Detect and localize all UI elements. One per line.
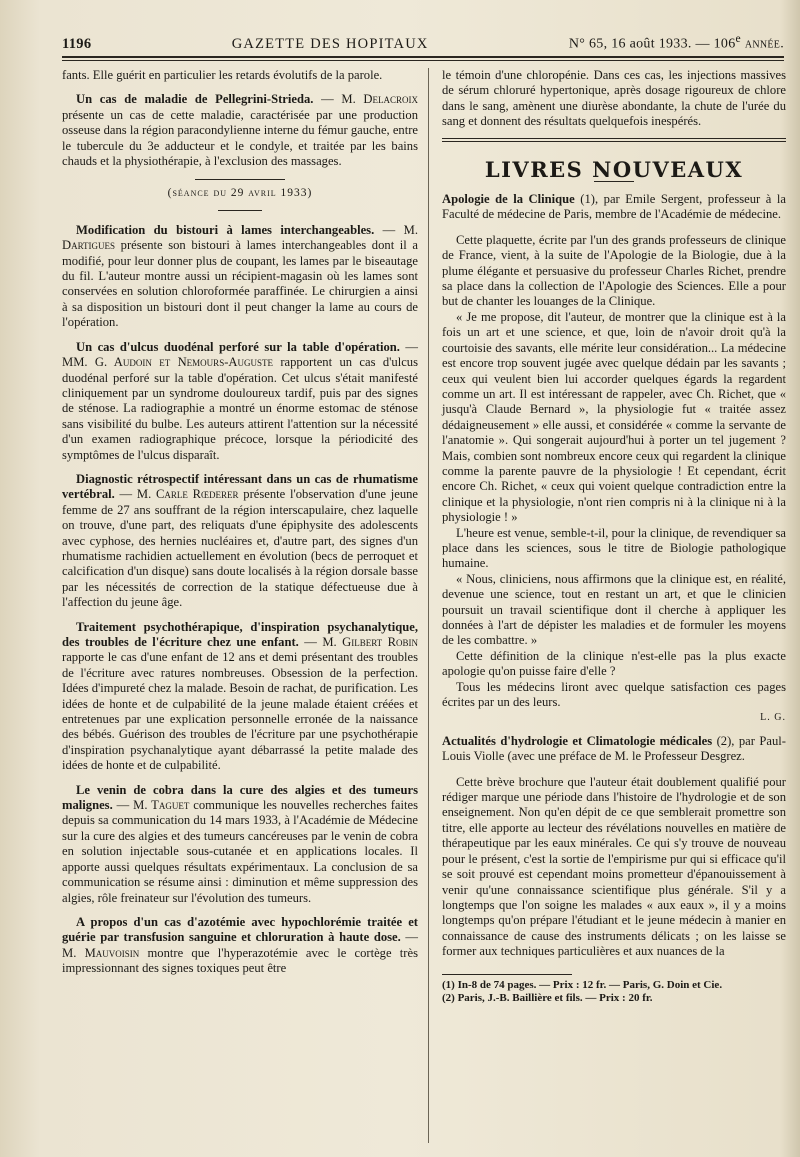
entry-title: Le venin de cobra dans la cure des algies et des tumeurs malignes.: [62, 782, 418, 813]
entry-body: présente l'observation d'une jeune femme de 27 ans souffrant de la région interscapulaire, chez laquelle on trouve, d'une part, des reliquats d'une épiphysite des adolescents avec cyphose, des hernies nucléaires et, d'autre part, des signes d'un rhumatisme rachidien actuellement en évolution (becs de perroquet et calcification d'un disque) sans doute localisés à la région dorsale basse par les nécessités de correction de la statique défectueuse due à l'affection du jeune âge.: [62, 487, 419, 610]
book-affiliation: professeur à la Faculté de médecine de Paris, membre de l'Académie de médecine.: [442, 192, 786, 222]
section-double-rule: [442, 138, 786, 142]
session-date-text: (séance du 29 avril 1933): [167, 187, 313, 200]
entry-author: MM. G. Audoin et Nemours-Auguste: [62, 355, 273, 370]
entry-author: M. Gilbert Robin: [322, 635, 418, 649]
footnote-1: (1) In-8 de 74 pages. — Prix : 12 fr. — Paris, G. Doin et Cie.: [442, 978, 723, 991]
book-title: Actualités d'hydrologie et Climatologie médicales: [442, 733, 713, 748]
book-review-2: [442, 734, 786, 960]
entry-title: Modification du bistouri à lames interchangeables.: [76, 222, 375, 237]
book-title: Apologie de la Clinique: [442, 192, 575, 207]
entry-title: Diagnostic rétrospectif intéressant dans un cas de rhumatisme vertébral.: [62, 471, 418, 502]
header-rule-thin: [62, 60, 784, 61]
column-separator: [428, 68, 429, 1143]
left-column: [62, 68, 418, 977]
review-signature: L. G.: [760, 712, 786, 724]
entry-body: présente son bistouri à lames interchangeables dont il a modifié, pour leur donner plus de coupant, les lames par le biseautage du fil. L'auteur montre aussi un récipient-magasin où les lames sont conservées en solution chloroformée paraffinée. Le chirurgien a ainsi à sa disposition un bistouri dont il peut changer la lame au cours de l'opération.: [62, 238, 418, 330]
entry-author: M. Taguet: [133, 798, 190, 813]
footnote-rule: [442, 974, 572, 975]
book-author: par Emile Sergent,: [603, 192, 703, 207]
entry-author: M. Delacroix: [341, 92, 418, 107]
book-heading: [442, 734, 786, 765]
right-column: [442, 68, 786, 1005]
entry-cobra: Le venin de cobra dans la cure des algies et des tumeurs malignes. — M. Taguet communique les nouvelles recherches faites depuis sa communication du 14 mars 1933, à l'Académie de Médecine sur la cure des algies et des tumeurs cancéreuses par le venin de cobra en solution injectable sous-cutanée et en applications locales. Il apporte aussi quelques résultats expérimentaux. La conclusion de sa communication se résume ainsi : diminution et même suppression des algies, rôle freinateur sur l'évolution des tumeurs.: [62, 782, 418, 905]
entry-ulcus: Un cas d'ulcus duodénal perforé sur la table d'opération. — MM. G. Audoin et Nemours-Auguste rapportent un cas d'ulcus duodénal perforé sur la table d'opération. Cet ulcus s'était manifesté cliniquement par un syndrome douloureux tardif, puis par des signes de sténose. La radiographie a montré un énorme estomac de sténose sans visibilité du bulbe. Les auteurs attirent l'attention sur la nécessité d'un examen radiographique précoce, lorsque la périodicité des symptômes de l'ulcus disparaît.: [62, 339, 418, 462]
entry-title: A propos d'un cas d'azotémie avec hypochlorémie traitée et guérie par transfusion sanguine et chloruration à haute dose.: [62, 914, 418, 945]
review-paragraph: Tous les médecins liront avec quelque satisfaction ces pages écrites par un des leurs.: [442, 679, 786, 710]
section-rule: [195, 179, 285, 180]
book-preface: (avec une préface de M. le Professeur Desgrez.: [507, 749, 745, 764]
entry-body: rapportent un cas d'ulcus duodénal perforé sur la table d'opération. Cet ulcus s'était manifesté cliniquement par un syndrome douloureux tardif, puis par des signes de sténose. La radiographie a montré un énorme estomac de sténose sans visibilité du bulbe. Les auteurs attirent l'attention sur la nécessité d'un examen radiographique précoce, lorsque la périodicité des symptômes de l'ulcus disparaît.: [62, 355, 418, 462]
section-rule-short: [218, 210, 262, 211]
entry-azotemie: A propos d'un cas d'azotémie avec hypochlorémie traitée et guérie par transfusion sanguine et chloruration à haute dose. — M. Mauvoisin montre que l'hyperazotémie avec le cortège très impressionnant des signes toxiques peut être: [62, 914, 418, 976]
issue-annee: année.: [744, 36, 784, 52]
entry-body: montre que l'hyperazotémie avec le cortège très impressionnant des signes toxiques peut être: [62, 945, 418, 976]
entry-body: rapporte le cas d'une enfant de 12 ans et demi présentant des troubles de l'écriture avec ratures nombreuses. Obsession de la perfection. Idées d'impureté chez la malade. Besoin de rachat, de purification. Les idées de honte et de culpabilité de la jeune malade étaient créées et entretenues par une explication personnelle erronée de la naissance des bébés. Guérison des troubles de l'écriture par une psychothérapie d'inspiration psychanalytique ayant débarrassé la petite malade des idées de honte et de culpabilité.: [62, 650, 418, 773]
footnote-2: (2) Paris, J.-B. Baillière et fils. — Prix : 20 fr.: [442, 991, 653, 1004]
session-date: [62, 186, 418, 201]
review-paragraph: Cette définition de la clinique n'est-elle pas la plus exacte apologie qu'on puisse faire d'elle ?: [442, 648, 786, 679]
issue-info: [569, 32, 784, 53]
entry-body: communique les nouvelles recherches faites depuis sa communication du 14 mars 1933, à l'Académie de Médecine sur la cure des algies et des tumeurs cancéreuses par le venin de cobra en solution injectable sous-cutanée et en applications locales. Il apporte aussi quelques résultats expérimentaux. La conclusion de sa communication se résume ainsi : diminution et même suppression des algies, rôle freinateur sur l'évolution des tumeurs.: [62, 798, 418, 905]
review-paragraph: L'heure est venue, semble-t-il, pour la clinique, de revendiquer sa place dans les sciences, sous le titre de Biologie pathologique humaine.: [442, 525, 786, 571]
entry-rhumatisme: Diagnostic rétrospectif intéressant dans un cas de rhumatisme vertébral. — M. Carle Rœderer présente l'observation d'une jeune femme de 27 ans souffrant de la région interscapulaire, chez laquelle on trouve, d'une part, des reliquats d'une épiphysite des adolescents avec cyphose, des hernies nucléaires et, d'autre part, des signes d'un rhumatisme rachidien actuellement en évolution (becs de perroquet et calcification d'un disque) sans doute localisés à la région dorsale basse par les nécessités de correction de la statique défectueuse due à l'affection du jeune âge.: [62, 471, 419, 610]
section-title-livres: LIVRES NOUVEAUX: [484, 156, 744, 182]
journal-title: GAZETTE DES HOPITAUX: [231, 35, 429, 52]
book-heading: [442, 192, 786, 223]
header-rule: [62, 56, 784, 58]
review-paragraph: « Nous, cliniciens, nous affirmons que la clinique est, en réalité, devenue une science, tout en restant un art, et que le clinicien poursuit un travail scientifique dont il cherche à appliquer les données à l'art de dépister les maladies et de formuler les moyens de les combattre. »: [442, 571, 786, 648]
issue-main: N° 65, 16 août 1933. — 106: [568, 36, 736, 52]
continuation-paragraph: le témoin d'une chloropénie. Dans ces cas, les injections massives de sérum chloruré hypertonique, après dosage rigoureux de chlore dans le sang, amènent une diurèse abondante, la chute de l'urée du sang et donnent des résultats quelquefois inespérés.: [442, 68, 786, 129]
entry-author: M. Carle Rœderer: [136, 487, 239, 502]
entry-psychotherapie: Traitement psychothérapique, d'inspiration psychanalytique, des troubles de l'écriture chez une enfant. — M. Gilbert Robin rapporte le cas d'une enfant de 12 ans et demi présentant des troubles de l'écriture avec ratures nombreuses. Obsession de la perfection. Idées d'impureté chez la malade. Besoin de rachat, de purification. Les idées de honte et de culpabilité de la jeune malade étaient créées et entretenues par une explication personnelle erronée de la naissance des bébés. Guérison des troubles de l'écriture par une psychothérapie d'inspiration psychanalytique ayant débarrassé la petite malade des idées de honte et de culpabilité.: [62, 619, 418, 773]
entry-title: Un cas d'ulcus duodénal perforé sur la table d'opération.: [76, 339, 400, 354]
entry-title: Un cas de maladie de Pellegrini-Strieda.: [76, 92, 314, 107]
book-ref: (2),: [716, 733, 735, 748]
book-ref: (1),: [580, 192, 599, 207]
page-number: 1196: [62, 35, 92, 52]
review-paragraph: Cette brève brochure que l'auteur était doublement qualifié pour rédiger marque une période dans l'histoire de l'hydrologie et de son enseignement. Non qu'en dépit de ce que semblerait promettre son titre, elle apporte au lecteur des révélations nouvelles en matière de thérapeutique par les eaux minérales. Ce qui s'y trouve de nouveau pour le présent, c'est la sortie de l'empirisme pur qui si efficace qu'il se soit prouvé est cependant moins prometteur d'épanouissement à venir qu'une connaissance scientifique plus générale. S'il y a longtemps que l'on soigne les malades « aux eaux », il y a moins longtemps qu'on prépare l'étudiant et le jeune médecin à manier en connaissance de cause des instruments délicats ; on les laisse se former aux techniques particulières et aux nuances de la: [442, 774, 786, 959]
book-review-1: [442, 192, 786, 726]
issue-sup: e: [735, 32, 741, 45]
entry-bistouri: Modification du bistouri à lames interchangeables. — M. Dartigues présente son bistouri à lames interchangeables dont il a modifié, pour leur donner plus de coupant, les lames par le biseautage du fil. L'auteur montre aussi un récipient-magasin où les lames sont conservées en solution chloroformée paraffinée. Le chirurgien a ainsi à sa disposition un bistouri dont il peut changer la lame au cours de l'opération.: [62, 222, 418, 330]
review-paragraph: « Je me propose, dit l'auteur, de montrer que la clinique est à la fois un art et une science, et que, loin de n'avoir droit qu'à la courtoisie des savants, elle mérite leur considération... La médecine est encore trop souvent jugée avec quelque dédain par les savants ; ceux qui veulent bien lui accorder quelques égards la regardent comme un art. Il est intéressant de rappeler, avec Ch. Richet, que « jusqu'à Claude Bernard », la physiologie fut « traitée assez dédaigneusement » elle aussi, et considérée « comme la servante de l'anatomie ». Qui songerait aujourd'hui à porter un tel jugement ? Mais, combien sont nombreux encore ceux qui regardent la clinique comme la parente pauvre de la physiologie ! Et cependant, écrit encore Ch. Richet, « ceux qui voient quelque contradiction entre la clinique et la physiologie, n'ont rien compris ni à la clinique ni à la physiologie ! »: [442, 309, 786, 525]
book-author: par Paul-Louis Violle: [442, 733, 786, 764]
review-paragraph: Cette plaquette, écrite par l'un des grands professeurs de clinique de France, vient, à la suite de l'Apologie de la Biologie, due à la plume élégante et persuasive du professeur Charles Richet, prendre sa place dans la collection de l'Apologie des Sciences. Elle a pour but de chanter les louanges de la Clinique.: [442, 232, 786, 309]
running-header: [62, 32, 784, 56]
entry-author: M. Dartigues: [62, 222, 418, 253]
entry-body: présente un cas de cette maladie, caractérisée par une production osseuse dans la région paracondylienne interne du fémur gauche, entre le tubercule du 3e adducteur et le condyle, et traitée par les bains chauds et la physiothérapie, à l'exclusion des massages.: [62, 107, 418, 169]
entry-title: Traitement psychothérapique, d'inspiration psychanalytique, des troubles de l'écriture chez une enfant.: [62, 619, 418, 649]
intro-paragraph: fants. Elle guérit en particulier les retards évolutifs de la parole.: [62, 68, 383, 82]
entry-author: M. Mauvoisin: [62, 945, 140, 960]
entry-pellegrini: Un cas de maladie de Pellegrini-Strieda. — M. Delacroix présente un cas de cette maladie, caractérisée par une production osseuse dans la région paracondylienne interne du fémur gauche, entre le tubercule du 3e adducteur et le condyle, et traitée par les bains chauds et la physiothérapie, à l'exclusion des massages.: [62, 92, 418, 169]
